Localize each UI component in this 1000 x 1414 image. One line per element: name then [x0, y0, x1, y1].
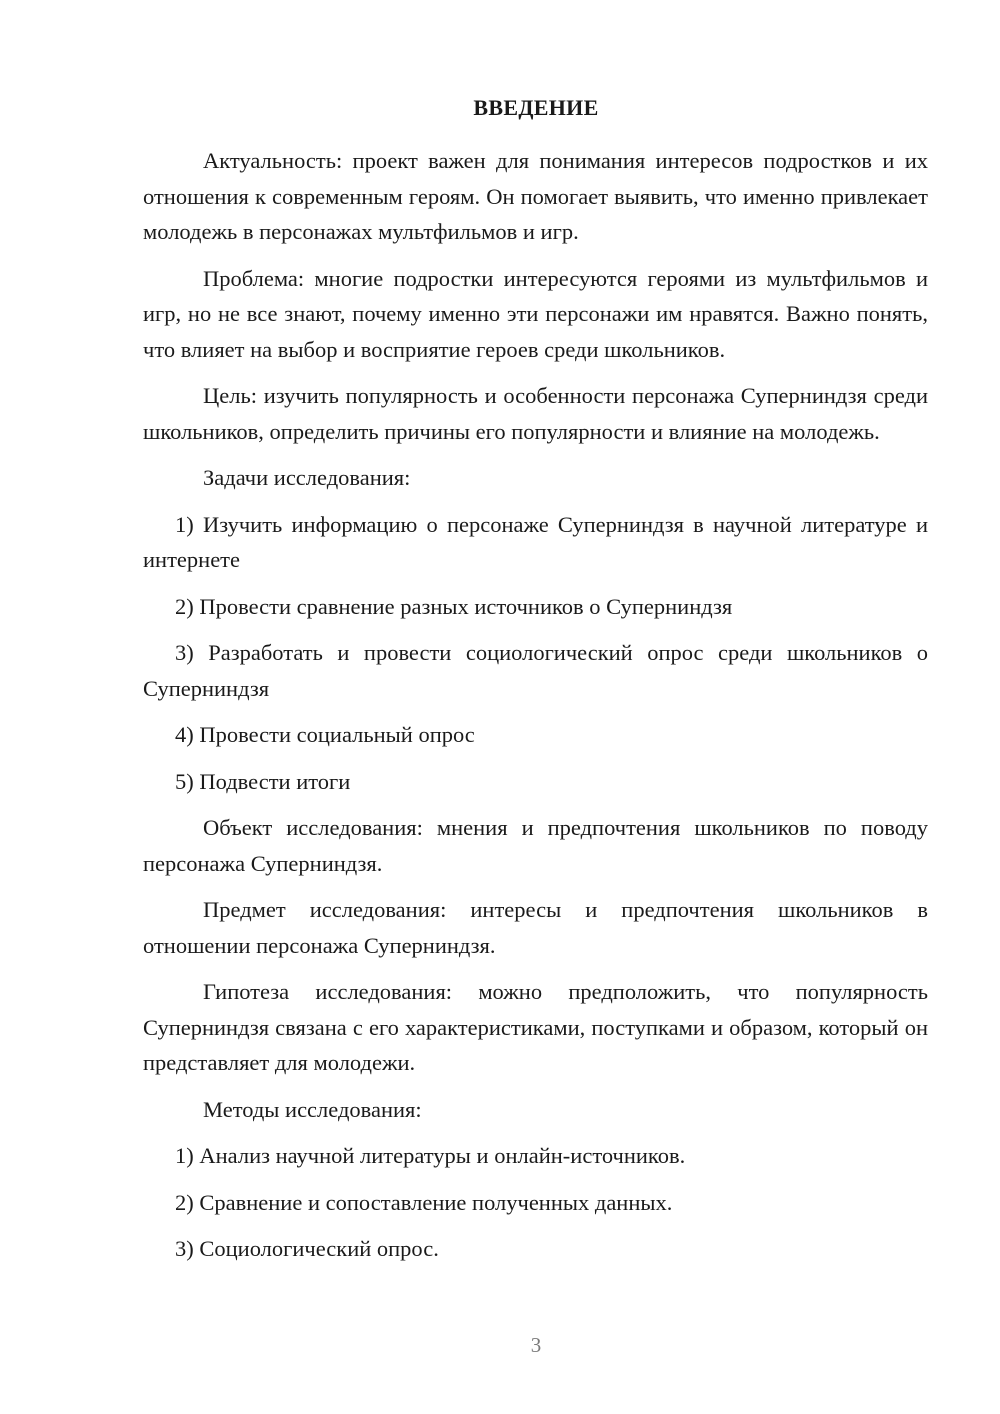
- page-number: 3: [530, 1333, 542, 1357]
- task-item: 1) Изучить информацию о персонаже Суперниндзя в научной литературе и интернете: [143, 511, 928, 572]
- method-item: 1) Анализ научной литературы и онлайн-источников.: [175, 1143, 686, 1168]
- task-item: 2) Провести сравнение разных источников о Суперниндзя: [175, 593, 733, 619]
- task-item: 4) Провести социальный опрос: [175, 722, 475, 747]
- document-body: [143, 143, 928, 1267]
- task-item: 3) Разработать и провести социологический опрос среди школьников о Суперниндзя: [143, 640, 928, 701]
- paragraph-object: Объект исследования: мнения и предпочтения школьников по поводу персонажа Суперниндзя.: [143, 815, 928, 876]
- section-heading: ВВЕДЕНИЕ: [473, 95, 599, 120]
- tasks-heading: Задачи исследования:: [203, 465, 411, 490]
- method-item: 3) Социологический опрос.: [175, 1236, 439, 1261]
- method-item: 2) Сравнение и сопоставление полученных данных.: [175, 1189, 673, 1215]
- paragraph-subject: Предмет исследования: интересы и предпочтения школьников в отношении персонажа Суперниндзя.: [143, 897, 928, 958]
- task-item: 5) Подвести итоги: [175, 768, 351, 794]
- methods-heading: Методы исследования:: [203, 1096, 422, 1122]
- paragraph-relevance: Актуальность: проект важен для понимания интересов подростков и их отношения к современным героям. Он помогает выявить, что именно привлекает молодежь в персонажах мультфильмов и игр.: [143, 148, 928, 244]
- paragraph-goal: Цель: изучить популярность и особенности персонажа Суперниндзя среди школьников, определить причины его популярности и влияние на молодежь.: [143, 383, 928, 444]
- paragraph-hypothesis: Гипотеза исследования: можно предположить, что популярность Суперниндзя связана с его характеристиками, поступками и образом, который он представляет для молодежи.: [143, 979, 928, 1075]
- paragraph-problem: Проблема: многие подростки интересуются героями из мультфильмов и игр, но не все знают, почему именно эти персонажи им нравятся. Важно понять, что влияет на выбор и восприятие героев среди школьников.: [143, 265, 928, 362]
